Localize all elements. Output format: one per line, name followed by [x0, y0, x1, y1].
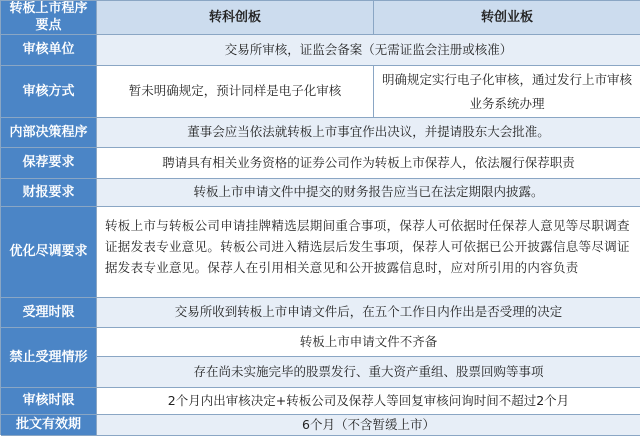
row-value-internal-decision: 董事会应当依法就转板上市事宜作出决议，并提请股东大会批准。	[97, 118, 640, 148]
row-value-acceptance-time-limit: 交易所收到转板上市申请文件后，在五个工作日内作出是否受理的决定	[97, 298, 640, 328]
row-label-approval-validity: 批文有效期	[1, 415, 97, 436]
row-label-review-unit: 审核单位	[1, 35, 97, 66]
row-label-due-diligence: 优化尽调要求	[1, 207, 97, 298]
row-value-review-unit: 交易所审核，证监会备案（无需证监会注册或核准）	[97, 35, 640, 66]
row-label-prohibited-acceptance: 禁止受理情形	[1, 328, 97, 388]
row-label-review-method: 审核方式	[1, 66, 97, 118]
row-value-prohibited-item-2: 存在尚未实施完毕的股票发行、重大资产重组、股票回购等事项	[97, 357, 640, 388]
row-value-approval-validity: 6个月（不含暂缓上市）	[97, 415, 640, 436]
header-procedure-points: 转板上市程序要点	[1, 1, 97, 35]
row-value-due-diligence: 转板上市与转板公司申请挂牌精选层期间重合事项，保荐人可依据时任保荐人意见等尽职调查证据发表专业意见。转板公司进入精选层后发生事项，保荐人可依据已公开披露信息等尽调证据发表专业意见。保荐人在引用相关意见和公开披露信息时，应对所引用的内容负责	[97, 207, 640, 298]
row-label-sponsor-requirement: 保荐要求	[1, 148, 97, 179]
row-label-acceptance-time-limit: 受理时限	[1, 298, 97, 328]
header-chinext: 转创业板	[374, 1, 640, 35]
row-value-review-method-star: 暂未明确规定，预计同样是电子化审核	[97, 66, 374, 118]
row-label-internal-decision: 内部决策程序	[1, 118, 97, 148]
row-value-financial-report: 转板上市申请文件中提交的财务报告应当已在法定期限内披露。	[97, 179, 640, 207]
row-label-financial-report: 财报要求	[1, 179, 97, 207]
header-star-market: 转科创板	[97, 1, 374, 35]
row-value-review-method-chinext: 明确规定实行电子化审核，通过发行上市审核业务系统办理	[374, 66, 640, 118]
row-value-prohibited-item-1: 转板上市申请文件不齐备	[97, 328, 640, 357]
row-label-review-time-limit: 审核时限	[1, 388, 97, 415]
row-value-review-time-limit: 2个月内出审核决定+转板公司及保荐人等回复审核问询时间不超过2个月	[97, 388, 640, 415]
row-value-sponsor-requirement: 聘请具有相关业务资格的证券公司作为转板上市保荐人，依法履行保荐职责	[97, 148, 640, 179]
